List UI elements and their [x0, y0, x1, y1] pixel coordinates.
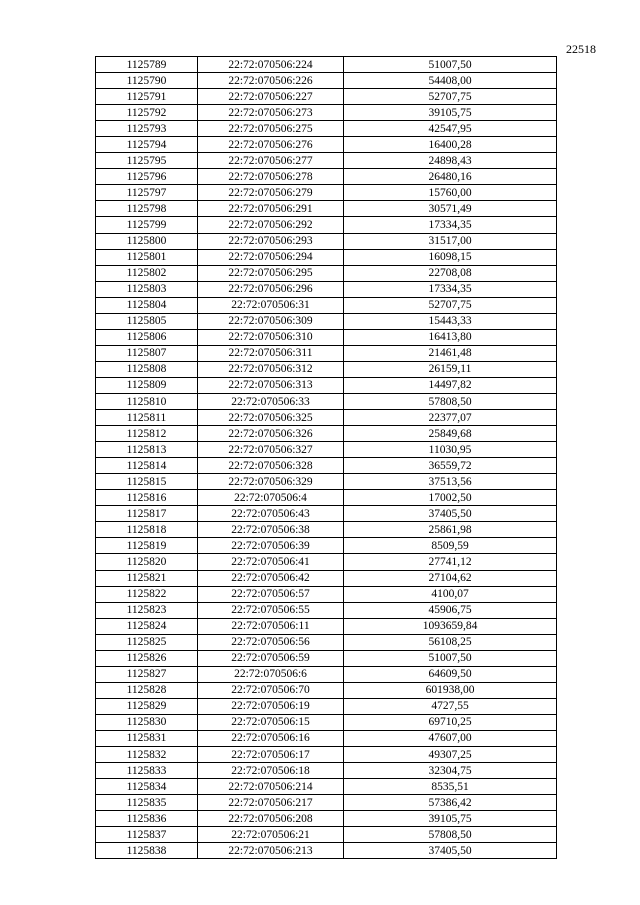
cadastral-number-cell: 22:72:070506:279	[198, 185, 344, 201]
table-row	[96, 618, 557, 634]
record-number-cell: 1125801	[96, 249, 198, 265]
table-row	[96, 121, 557, 137]
value-cell: 16400,28	[344, 137, 557, 153]
cadastral-number-cell: 22:72:070506:55	[198, 602, 344, 618]
value-cell: 31517,00	[344, 233, 557, 249]
record-number-cell: 1125834	[96, 779, 198, 795]
cadastral-number-cell: 22:72:070506:293	[198, 233, 344, 249]
value-cell: 37405,50	[344, 843, 557, 859]
cadastral-number-cell: 22:72:070506:11	[198, 618, 344, 634]
record-number-cell: 1125821	[96, 570, 198, 586]
table-row	[96, 811, 557, 827]
table-row	[96, 393, 557, 409]
record-number-cell: 1125831	[96, 730, 198, 746]
value-cell: 4100,07	[344, 586, 557, 602]
record-number-cell: 1125816	[96, 490, 198, 506]
table-row	[96, 795, 557, 811]
table-row	[96, 73, 557, 89]
value-cell: 11030,95	[344, 442, 557, 458]
table-row	[96, 506, 557, 522]
value-cell: 17334,35	[344, 217, 557, 233]
value-cell: 37513,56	[344, 474, 557, 490]
cadastral-number-cell: 22:72:070506:70	[198, 682, 344, 698]
table-row	[96, 265, 557, 281]
value-cell: 8535,51	[344, 779, 557, 795]
record-number-cell: 1125803	[96, 281, 198, 297]
cadastral-number-cell: 22:72:070506:57	[198, 586, 344, 602]
cadastral-number-cell: 22:72:070506:6	[198, 666, 344, 682]
value-cell: 51007,50	[344, 57, 557, 73]
record-number-cell: 1125799	[96, 217, 198, 233]
value-cell: 49307,25	[344, 747, 557, 763]
value-cell: 15443,33	[344, 313, 557, 329]
table-row	[96, 345, 557, 361]
table-row	[96, 827, 557, 843]
value-cell: 27104,62	[344, 570, 557, 586]
table-row	[96, 490, 557, 506]
data-table	[95, 56, 557, 859]
value-cell: 27741,12	[344, 554, 557, 570]
record-number-cell: 1125805	[96, 313, 198, 329]
record-number-cell: 1125825	[96, 634, 198, 650]
value-cell: 16413,80	[344, 329, 557, 345]
cadastral-number-cell: 22:72:070506:16	[198, 730, 344, 746]
cadastral-number-cell: 22:72:070506:310	[198, 329, 344, 345]
value-cell: 26159,11	[344, 361, 557, 377]
record-number-cell: 1125823	[96, 602, 198, 618]
record-number-cell: 1125819	[96, 538, 198, 554]
value-cell: 22708,08	[344, 265, 557, 281]
table-row	[96, 570, 557, 586]
cadastral-number-cell: 22:72:070506:313	[198, 377, 344, 393]
record-number-cell: 1125818	[96, 522, 198, 538]
record-number-cell: 1125829	[96, 698, 198, 714]
table-row	[96, 763, 557, 779]
table-row	[96, 650, 557, 666]
table-row	[96, 249, 557, 265]
record-number-cell: 1125792	[96, 105, 198, 121]
value-cell: 69710,25	[344, 714, 557, 730]
record-number-cell: 1125807	[96, 345, 198, 361]
table-row	[96, 554, 557, 570]
table-row	[96, 233, 557, 249]
value-cell: 54408,00	[344, 73, 557, 89]
record-number-cell: 1125798	[96, 201, 198, 217]
cadastral-number-cell: 22:72:070506:296	[198, 281, 344, 297]
cadastral-number-cell: 22:72:070506:214	[198, 779, 344, 795]
value-cell: 39105,75	[344, 811, 557, 827]
record-number-cell: 1125832	[96, 747, 198, 763]
value-cell: 26480,16	[344, 169, 557, 185]
cadastral-number-cell: 22:72:070506:17	[198, 747, 344, 763]
record-number-cell: 1125830	[96, 714, 198, 730]
record-number-cell: 1125806	[96, 329, 198, 345]
value-cell: 25861,98	[344, 522, 557, 538]
cadastral-number-cell: 22:72:070506:309	[198, 313, 344, 329]
record-number-cell: 1125824	[96, 618, 198, 634]
cadastral-number-cell: 22:72:070506:292	[198, 217, 344, 233]
value-cell: 64609,50	[344, 666, 557, 682]
table-row	[96, 329, 557, 345]
cadastral-number-cell: 22:72:070506:41	[198, 554, 344, 570]
value-cell: 39105,75	[344, 105, 557, 121]
table-row	[96, 297, 557, 313]
table-row	[96, 201, 557, 217]
record-number-cell: 1125800	[96, 233, 198, 249]
record-number-cell: 1125815	[96, 474, 198, 490]
table-row	[96, 185, 557, 201]
value-cell: 14497,82	[344, 377, 557, 393]
value-cell: 4727,55	[344, 698, 557, 714]
record-number-cell: 1125802	[96, 265, 198, 281]
cadastral-number-cell: 22:72:070506:275	[198, 121, 344, 137]
cadastral-number-cell: 22:72:070506:33	[198, 393, 344, 409]
cadastral-number-cell: 22:72:070506:217	[198, 795, 344, 811]
table-row	[96, 169, 557, 185]
cadastral-number-cell: 22:72:070506:227	[198, 89, 344, 105]
cadastral-number-cell: 22:72:070506:295	[198, 265, 344, 281]
value-cell: 8509,59	[344, 538, 557, 554]
cadastral-number-cell: 22:72:070506:273	[198, 105, 344, 121]
table-row	[96, 442, 557, 458]
table-row	[96, 474, 557, 490]
table-body	[96, 57, 557, 859]
table-row	[96, 522, 557, 538]
value-cell: 1093659,84	[344, 618, 557, 634]
record-number-cell: 1125820	[96, 554, 198, 570]
record-number-cell: 1125813	[96, 442, 198, 458]
value-cell: 37405,50	[344, 506, 557, 522]
value-cell: 45906,75	[344, 602, 557, 618]
table-row	[96, 730, 557, 746]
record-number-cell: 1125809	[96, 377, 198, 393]
table-row	[96, 586, 557, 602]
record-number-cell: 1125835	[96, 795, 198, 811]
record-number-cell: 1125838	[96, 843, 198, 859]
table-row	[96, 137, 557, 153]
record-number-cell: 1125804	[96, 297, 198, 313]
cadastral-number-cell: 22:72:070506:4	[198, 490, 344, 506]
cadastral-number-cell: 22:72:070506:42	[198, 570, 344, 586]
value-cell: 57808,50	[344, 393, 557, 409]
cadastral-number-cell: 22:72:070506:326	[198, 426, 344, 442]
table-row	[96, 779, 557, 795]
cadastral-number-cell: 22:72:070506:19	[198, 698, 344, 714]
record-number-cell: 1125791	[96, 89, 198, 105]
record-number-cell: 1125793	[96, 121, 198, 137]
value-cell: 17334,35	[344, 281, 557, 297]
value-cell: 52707,75	[344, 89, 557, 105]
record-number-cell: 1125827	[96, 666, 198, 682]
table-row	[96, 843, 557, 859]
page-number: 22518	[566, 42, 596, 56]
cadastral-number-cell: 22:72:070506:18	[198, 763, 344, 779]
cadastral-number-cell: 22:72:070506:208	[198, 811, 344, 827]
record-number-cell: 1125797	[96, 185, 198, 201]
value-cell: 32304,75	[344, 763, 557, 779]
record-number-cell: 1125810	[96, 393, 198, 409]
value-cell: 21461,48	[344, 345, 557, 361]
record-number-cell: 1125789	[96, 57, 198, 73]
cadastral-number-cell: 22:72:070506:329	[198, 474, 344, 490]
value-cell: 52707,75	[344, 297, 557, 313]
record-number-cell: 1125817	[96, 506, 198, 522]
cadastral-number-cell: 22:72:070506:59	[198, 650, 344, 666]
table-row	[96, 698, 557, 714]
value-cell: 17002,50	[344, 490, 557, 506]
table-row	[96, 377, 557, 393]
cadastral-number-cell: 22:72:070506:291	[198, 201, 344, 217]
table-row	[96, 217, 557, 233]
cadastral-number-cell: 22:72:070506:21	[198, 827, 344, 843]
value-cell: 16098,15	[344, 249, 557, 265]
table-row	[96, 153, 557, 169]
record-number-cell: 1125814	[96, 458, 198, 474]
cadastral-number-cell: 22:72:070506:43	[198, 506, 344, 522]
record-number-cell: 1125822	[96, 586, 198, 602]
cadastral-number-cell: 22:72:070506:311	[198, 345, 344, 361]
table-row	[96, 281, 557, 297]
value-cell: 22377,07	[344, 410, 557, 426]
value-cell: 57386,42	[344, 795, 557, 811]
cadastral-number-cell: 22:72:070506:278	[198, 169, 344, 185]
record-number-cell: 1125837	[96, 827, 198, 843]
table-row	[96, 458, 557, 474]
record-number-cell: 1125808	[96, 361, 198, 377]
table-row	[96, 426, 557, 442]
table-row	[96, 747, 557, 763]
cadastral-number-cell: 22:72:070506:277	[198, 153, 344, 169]
cadastral-number-cell: 22:72:070506:31	[198, 297, 344, 313]
value-cell: 47607,00	[344, 730, 557, 746]
cadastral-number-cell: 22:72:070506:39	[198, 538, 344, 554]
value-cell: 15760,00	[344, 185, 557, 201]
table-row	[96, 105, 557, 121]
value-cell: 51007,50	[344, 650, 557, 666]
cadastral-number-cell: 22:72:070506:327	[198, 442, 344, 458]
cadastral-number-cell: 22:72:070506:38	[198, 522, 344, 538]
value-cell: 56108,25	[344, 634, 557, 650]
value-cell: 25849,68	[344, 426, 557, 442]
table-row	[96, 666, 557, 682]
value-cell: 42547,95	[344, 121, 557, 137]
table-row	[96, 634, 557, 650]
table-row	[96, 361, 557, 377]
table-row	[96, 714, 557, 730]
record-number-cell: 1125790	[96, 73, 198, 89]
cadastral-number-cell: 22:72:070506:312	[198, 361, 344, 377]
value-cell: 57808,50	[344, 827, 557, 843]
record-number-cell: 1125811	[96, 410, 198, 426]
cadastral-number-cell: 22:72:070506:325	[198, 410, 344, 426]
record-number-cell: 1125836	[96, 811, 198, 827]
record-number-cell: 1125795	[96, 153, 198, 169]
value-cell: 36559,72	[344, 458, 557, 474]
record-number-cell: 1125826	[96, 650, 198, 666]
table-row	[96, 57, 557, 73]
record-number-cell: 1125828	[96, 682, 198, 698]
cadastral-number-cell: 22:72:070506:213	[198, 843, 344, 859]
table-row	[96, 410, 557, 426]
value-cell: 30571,49	[344, 201, 557, 217]
cadastral-number-cell: 22:72:070506:328	[198, 458, 344, 474]
cadastral-number-cell: 22:72:070506:226	[198, 73, 344, 89]
record-number-cell: 1125833	[96, 763, 198, 779]
table-row	[96, 538, 557, 554]
cadastral-number-cell: 22:72:070506:15	[198, 714, 344, 730]
table-row	[96, 89, 557, 105]
value-cell: 601938,00	[344, 682, 557, 698]
record-number-cell: 1125796	[96, 169, 198, 185]
record-number-cell: 1125812	[96, 426, 198, 442]
value-cell: 24898,43	[344, 153, 557, 169]
record-number-cell: 1125794	[96, 137, 198, 153]
table-row	[96, 682, 557, 698]
cadastral-number-cell: 22:72:070506:224	[198, 57, 344, 73]
table-row	[96, 602, 557, 618]
cadastral-number-cell: 22:72:070506:56	[198, 634, 344, 650]
cadastral-number-cell: 22:72:070506:294	[198, 249, 344, 265]
table-row	[96, 313, 557, 329]
cadastral-number-cell: 22:72:070506:276	[198, 137, 344, 153]
